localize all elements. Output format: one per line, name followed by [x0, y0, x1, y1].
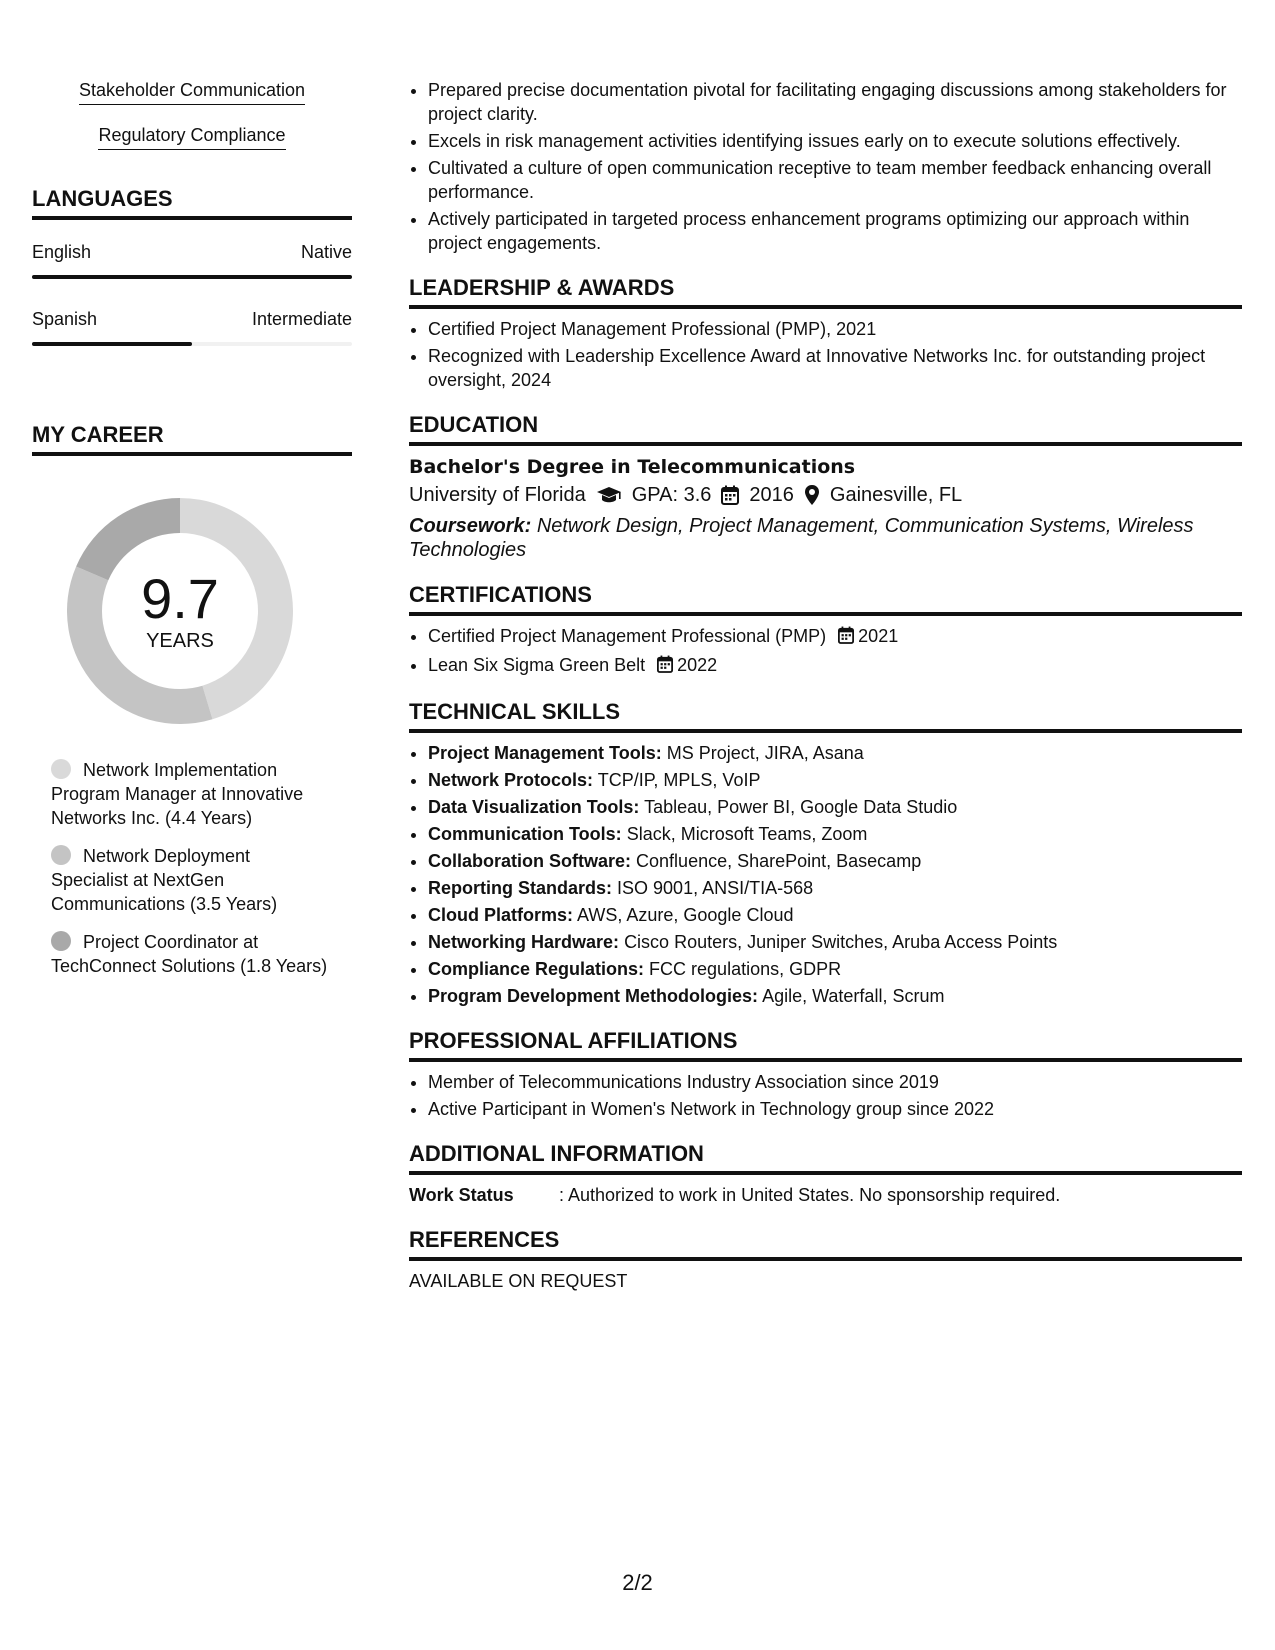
skill-tags [32, 78, 352, 150]
career-total-years: 9.7 [141, 566, 219, 630]
technical-skills-heading: TECHNICAL SKILLS [409, 699, 1242, 733]
certification-name: Certified Project Management Professional (PMP) [428, 626, 827, 646]
experience-bullet: • Excels in risk management activities identifying issues early on to execute solutions effectively. [428, 129, 1242, 153]
affiliation-item: • Member of Telecommunications Industry Association since 2019 [428, 1070, 1242, 1094]
calendar-icon [721, 485, 739, 505]
technical-skill-item [428, 984, 1242, 1008]
language-item [32, 242, 352, 279]
technical-skill-item [428, 957, 1242, 981]
skill-category: Program Development Methodologies: [428, 986, 759, 1006]
experience-bullet: • Cultivated a culture of open communication receptive to team member feedback enhancing overall performance. [428, 156, 1242, 204]
languages-heading: LANGUAGES [32, 186, 352, 220]
technical-skill-item [428, 741, 1242, 765]
language-level: Intermediate [251, 309, 352, 329]
affiliations-heading: PROFESSIONAL AFFILIATIONS [409, 1028, 1242, 1062]
skill-category: Data Visualization Tools: [428, 797, 640, 817]
school-location: Gainesville, FL [829, 484, 963, 506]
coursework-text: Network Design, Project Management, Communication Systems, Wireless Technologies [409, 515, 1194, 561]
education-entry [409, 454, 1242, 562]
language-proficiency-bar [32, 342, 352, 346]
career-legend-item [51, 844, 332, 916]
gpa: GPA: 3.6 [631, 484, 712, 506]
coursework-label: Coursework: [409, 515, 532, 537]
skill-values: Slack, Microsoft Teams, Zoom [626, 824, 868, 844]
graduation-cap-icon [596, 485, 622, 505]
skill-tag-label: Regulatory Compliance [98, 123, 285, 150]
coursework [409, 514, 1242, 562]
career-total-unit: YEARS [146, 629, 214, 652]
skill-values: FCC regulations, GDPR [649, 959, 842, 979]
right-column [409, 78, 1242, 1293]
work-status-label: Work Status [409, 1185, 514, 1205]
language-proficiency-fill [32, 342, 192, 346]
experience-bullet: • Prepared precise documentation pivotal for facilitating engaging discussions among stakeholders for project clarity. [428, 78, 1242, 126]
certification-name: Lean Six Sigma Green Belt [428, 655, 646, 675]
legend-dot [51, 759, 71, 779]
certifications-list [409, 624, 1242, 679]
calendar-icon [657, 655, 673, 679]
work-status-value: : Authorized to work in United States. No sponsorship required. [559, 1185, 1061, 1205]
skill-tag [32, 123, 352, 150]
language-row [32, 309, 352, 330]
skill-values: TCP/IP, MPLS, VoIP [597, 770, 761, 790]
language-proficiency-bar [32, 275, 352, 279]
technical-skill-item [428, 876, 1242, 900]
graduation-year: 2016 [749, 484, 794, 506]
certification-year: 2022 [677, 655, 718, 675]
skill-values: ISO 9001, ANSI/TIA-568 [617, 878, 814, 898]
certification-year: 2021 [858, 626, 899, 646]
career-legend-text: Project Coordinator at TechConnect Solutions (1.8 Years) [51, 932, 328, 976]
page-number: 2/2 [622, 1570, 653, 1595]
skill-category: Compliance Regulations: [428, 959, 645, 979]
references-heading: REFERENCES [409, 1227, 1242, 1261]
skill-values: Tableau, Power BI, Google Data Studio [644, 797, 958, 817]
experience-bullets [409, 78, 1242, 255]
legend-dot [51, 931, 71, 951]
certifications-heading: CERTIFICATIONS [409, 582, 1242, 616]
school-name: University of Florida [409, 484, 586, 506]
skill-tag-label: Stakeholder Communication [79, 78, 305, 105]
skill-category: Communication Tools: [428, 824, 622, 844]
skill-values: Agile, Waterfall, Scrum [762, 986, 945, 1006]
leadership-heading: LEADERSHIP & AWARDS [409, 275, 1242, 309]
technical-skill-item [428, 849, 1242, 873]
language-row [32, 242, 352, 263]
career-legend-item [51, 758, 332, 830]
affiliation-item: • Active Participant in Women's Network in Technology group since 2022 [428, 1097, 1242, 1121]
career-legend [32, 758, 352, 978]
map-pin-icon [804, 484, 820, 506]
technical-skill-item [428, 903, 1242, 927]
award-item: • Certified Project Management Professional (PMP), 2021 [428, 317, 1242, 341]
skill-category: Collaboration Software: [428, 851, 632, 871]
technical-skill-item [428, 822, 1242, 846]
skill-category: Network Protocols: [428, 770, 594, 790]
education-heading: EDUCATION [409, 412, 1242, 446]
calendar-icon [838, 626, 854, 650]
skill-category: Project Management Tools: [428, 743, 662, 763]
additional-info-heading: ADDITIONAL INFORMATION [409, 1141, 1242, 1175]
language-name: English [32, 242, 92, 262]
language-item [32, 309, 352, 346]
language-name: Spanish [32, 309, 98, 329]
technical-skill-item [428, 795, 1242, 819]
skill-category: Cloud Platforms: [428, 905, 574, 925]
career-legend-text: Network Deployment Specialist at NextGen Communications (3.5 Years) [51, 846, 278, 914]
skill-values: AWS, Azure, Google Cloud [577, 905, 794, 925]
languages-list [32, 242, 352, 346]
skill-tag [32, 78, 352, 105]
technical-skill-item [428, 930, 1242, 954]
degree-title: Bachelor's Degree in Telecommunications [409, 456, 856, 478]
career-heading: MY CAREER [32, 422, 352, 456]
skill-values: Confluence, SharePoint, Basecamp [636, 851, 922, 871]
work-status-row [409, 1183, 1242, 1207]
career-donut-chart [67, 498, 293, 724]
legend-dot [51, 845, 71, 865]
experience-bullet: • Actively participated in targeted process enhancement programs optimizing our approach within project engagements. [428, 207, 1242, 255]
donut-center [67, 498, 293, 724]
certification-item [428, 653, 1242, 679]
skill-category: Reporting Standards: [428, 878, 613, 898]
leadership-list [409, 317, 1242, 392]
affiliations-list [409, 1070, 1242, 1121]
career-legend-item [51, 930, 332, 978]
references-text: AVAILABLE ON REQUEST [409, 1271, 628, 1291]
skill-category: Networking Hardware: [428, 932, 620, 952]
award-item: • Recognized with Leadership Excellence Award at Innovative Networks Inc. for outstanding project oversight, 2024 [428, 344, 1242, 392]
technical-skills-list [409, 741, 1242, 1008]
language-level: Native [300, 242, 352, 262]
career-legend-text: Network Implementation Program Manager at Innovative Networks Inc. (4.4 Years) [51, 760, 304, 828]
technical-skill-item [428, 768, 1242, 792]
education-meta [409, 480, 1242, 510]
skill-values: Cisco Routers, Juniper Switches, Aruba Access Points [624, 932, 1058, 952]
language-proficiency-fill [32, 275, 352, 279]
left-column [32, 78, 352, 992]
certification-item [428, 624, 1242, 650]
skill-values: MS Project, JIRA, Asana [666, 743, 864, 763]
